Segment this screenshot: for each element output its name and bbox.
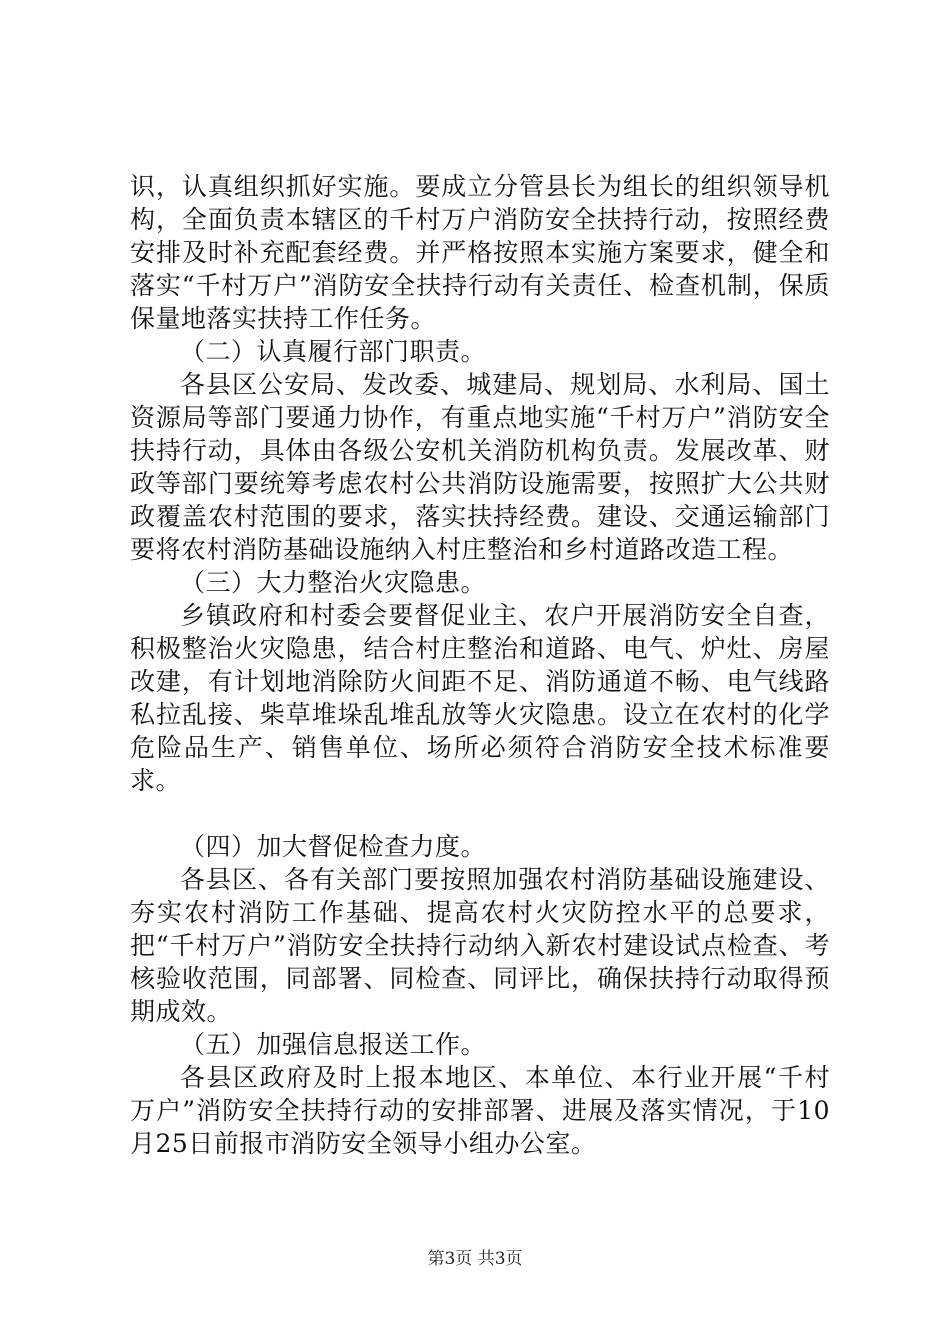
paragraph-information-reporting: 各县区政府及时上报本地区、本单位、本行业开展“千村万户”消防安全扶持行动的安排部署、进展及落实情况，于10月25日前报市消防安全领导小组办公室。 xyxy=(130,1063,830,1158)
section-heading-3: （三）大力整治火灾隐患。 xyxy=(180,568,487,597)
section-heading-5: （五）加强信息报送工作。 xyxy=(180,1030,487,1059)
section-heading-2: （二）认真履行部门职责。 xyxy=(180,337,487,366)
paragraph-intro-continuation: 识，认真组织抓好实施。要成立分管县长为组长的组织领导机构，全面负责本辖区的千村万户消防安全扶持行动，按照经费安排及时补充配套经费。并严格按照本实施方案要求，健全和落实“千村万户”消防安全扶持行动有关责任、检查机制，保质保量地落实扶持工作任务。 xyxy=(130,172,830,333)
paragraph-fire-hazard-rectification: 乡镇政府和村委会要督促业主、农户开展消防安全自查，积极整治火灾隐患，结合村庄整治和道路、电气、炉灶、房屋改建，有计划地消除防火间距不足、消防通道不畅、电气线路私拉乱接、柴草堆垛乱堆乱放等火灾隐患。设立在农村的化学危险品生产、销售单位、场所必须符合消防安全技术标准要求。 xyxy=(130,601,830,795)
page-footer: 第3页 共3页 xyxy=(427,1249,523,1269)
paragraph-department-duties: 各县区公安局、发改委、城建局、规划局、水利局、国土资源局等部门要通力协作，有重点地实施“千村万户”消防安全扶持行动，具体由各级公安机关消防机构负责。发展改革、财政等部门要统筹考虑农村公共消防设施需要，按照扩大公共财政覆盖农村范围的要求，落实扶持经费。建设、交通运输部门要将农村消防基础设施纳入村庄整治和乡村道路改造工程。 xyxy=(130,370,830,564)
document-body xyxy=(130,170,830,1160)
section-heading-4: （四）加大督促检查力度。 xyxy=(180,832,487,861)
paragraph-supervision-inspection: 各县区、各有关部门要按照加强农村消防基础设施建设、夯实农村消防工作基础、提高农村火灾防控水平的总要求，把“千村万户”消防安全扶持行动纳入新农村建设试点检查、考核验收范围，同部署、同检查、同评比，确保扶持行动取得预期成效。 xyxy=(130,865,830,1026)
